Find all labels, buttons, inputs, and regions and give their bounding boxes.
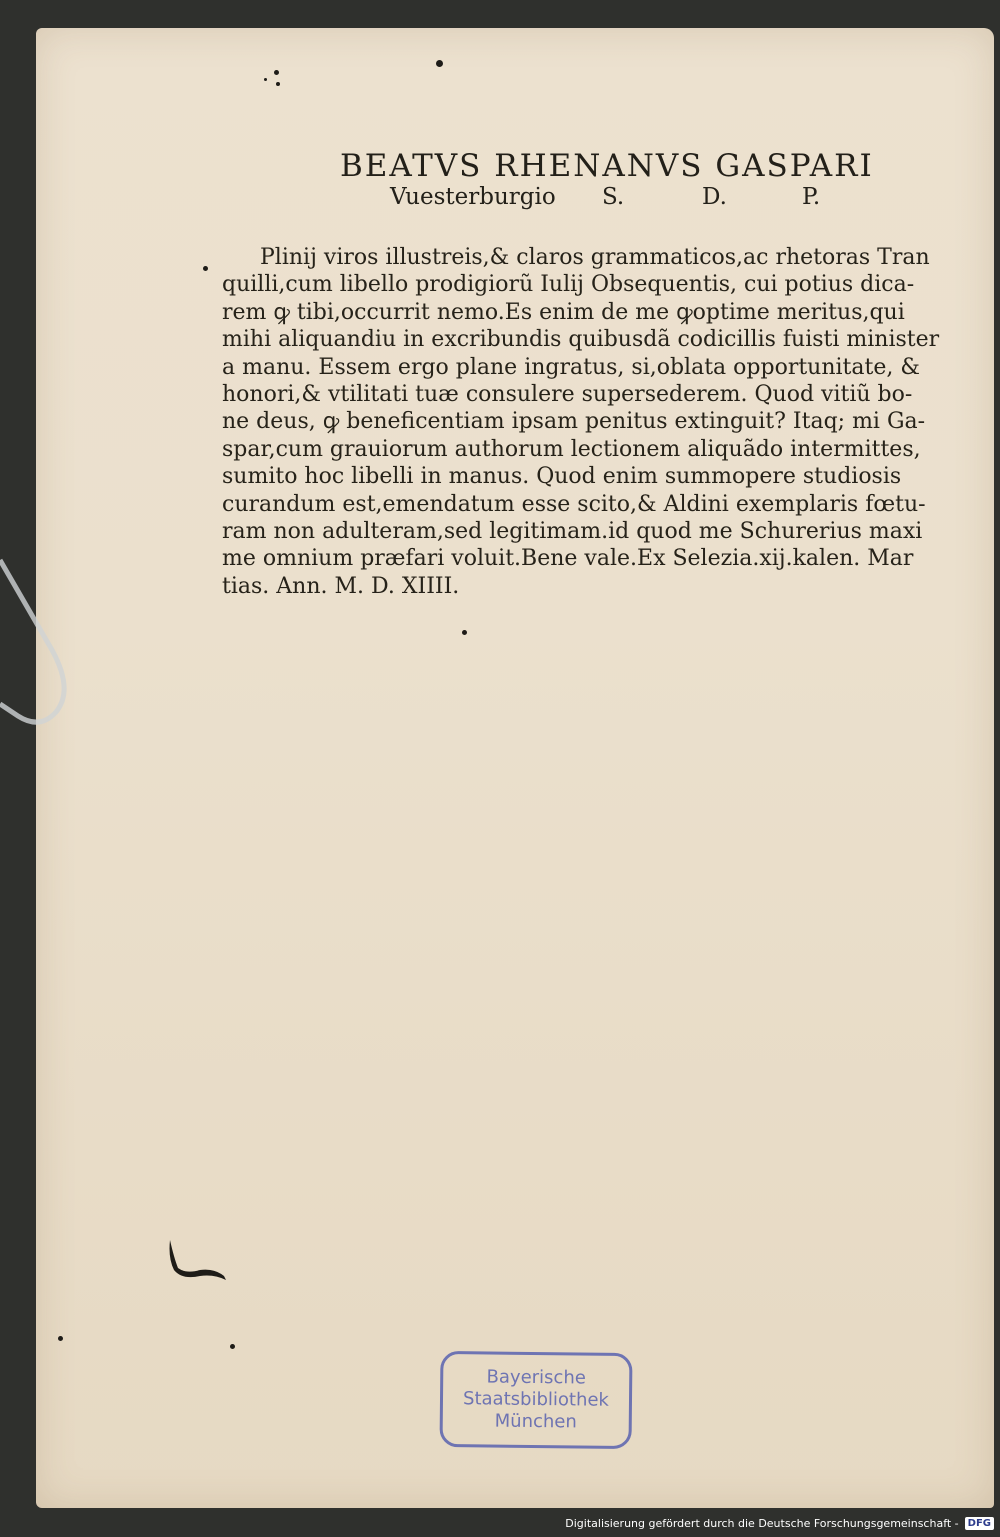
stamp-line-2: Staatsbibliothek xyxy=(462,1388,610,1411)
ink-speck xyxy=(58,1336,63,1341)
text-line: rem ꝙ tibi,occurrit nemo.Es enim de me ꝙoptime meritus,qui xyxy=(222,299,905,325)
ink-speck xyxy=(462,630,467,635)
text-line: mihi aliquandiu in excribundis quibusdã codicillis fuisti minister xyxy=(222,327,940,353)
ink-speck xyxy=(230,1344,235,1349)
text-line: quilli,cum libello prodigiorũ Iulij Obsequentis, cui potius dica- xyxy=(222,272,915,298)
text-line: tias. Ann. M. D. XIIII. xyxy=(222,573,460,599)
text-line: spar,cum grauiorum authorum lectionem aliquãdo intermittes, xyxy=(222,436,921,462)
footer-credit xyxy=(565,1513,994,1533)
text-line: a manu. Essem ergo plane ingratus, si,oblata opportunitate, & xyxy=(222,354,920,380)
letter-body xyxy=(222,244,992,600)
text-line: me omnium præfari voluit.Bene vale.Ex Selezia.xij.kalen. Mar xyxy=(222,546,914,572)
text-line: ram non adulteram,sed legitimam.id quod me Schurerius maxi xyxy=(222,518,923,544)
library-stamp xyxy=(440,1351,633,1449)
heading-subtitle xyxy=(390,184,850,210)
ink-speck xyxy=(264,78,267,81)
heading-title: BEATVS RHENANVS GASPARI xyxy=(340,148,874,184)
footer-text: Digitalisierung gefördert durch die Deutsche Forschungsgemeinschaft - xyxy=(565,1516,959,1530)
text-line: honori,& vtilitati tuæ consulere supersederem. Quod vitiũ bo- xyxy=(222,381,913,407)
paperclip-icon xyxy=(0,520,80,740)
ink-speck xyxy=(276,82,280,86)
ink-speck xyxy=(436,60,443,67)
heading-abbrev-d: D. xyxy=(702,184,727,210)
text-line: sumito hoc libelli in manus. Quod enim summopere studiosis xyxy=(222,464,902,490)
dfg-logo-icon: DFG xyxy=(965,1517,994,1530)
stamp-line-1: Bayerische xyxy=(486,1366,586,1389)
heading-abbrev-p: P. xyxy=(802,184,821,210)
ink-blot xyxy=(166,1238,228,1282)
text-line: ne deus, ꝙ beneficentiam ipsam penitus extinguit? Itaq; mi Ga- xyxy=(222,409,926,435)
heading-abbrev-s: S. xyxy=(602,184,625,210)
stamp-line-3: München xyxy=(494,1410,577,1433)
ink-speck xyxy=(203,266,208,271)
text-line: curandum est,emendatum esse scito,& Aldini exemplaris fœtu- xyxy=(222,491,926,517)
ink-speck xyxy=(274,70,279,75)
text-line: Plinij viros illustreis,& claros grammaticos,ac rhetoras Tran xyxy=(260,245,930,270)
heading-recipient: Vuesterburgio xyxy=(390,184,556,210)
